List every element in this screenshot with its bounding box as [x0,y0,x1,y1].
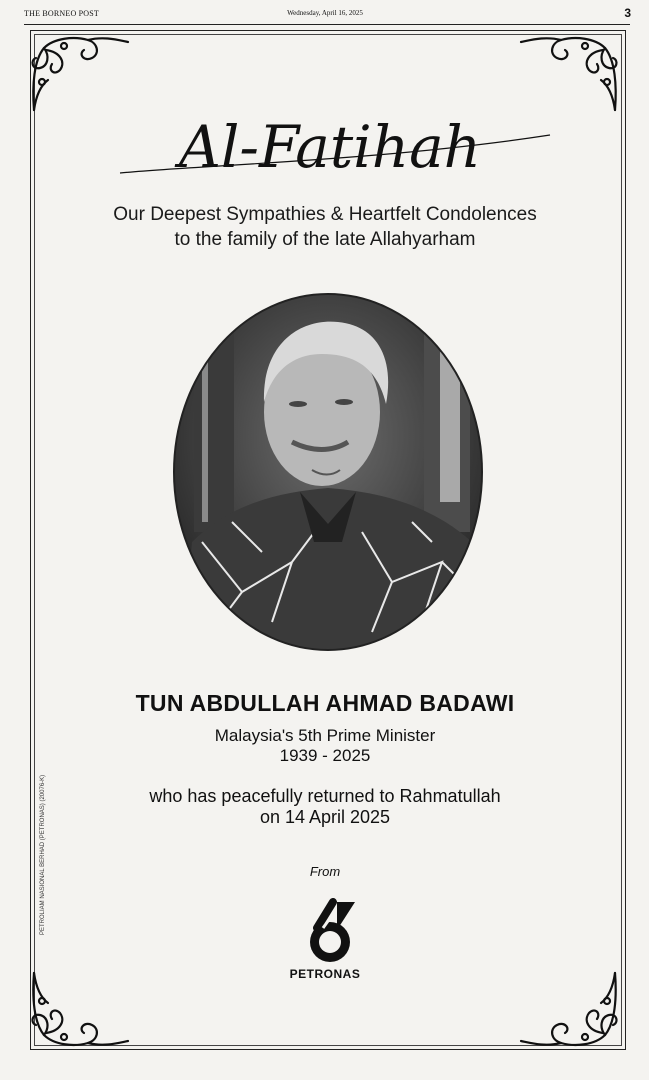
passing-message [40,786,610,828]
issue-date: Wednesday, April 16, 2025 [287,9,363,17]
newspaper-name: THE BORNEO POST [24,9,100,18]
masthead-rule [24,24,630,25]
portrait-photo [172,292,484,652]
deceased-years: 1939 - 2025 [279,746,371,765]
headline-script [80,95,580,195]
condolence-line-1: Our Deepest Sympathies & Heartfelt Condolences [113,204,537,225]
sponsor-registration: PETROLIAM NASIONAL BERHAD (PETRONAS) (20076-K) [40,774,46,935]
message-line-2: on 14 April 2025 [259,807,391,827]
petronas-logo-icon [303,898,358,968]
deceased-name: TUN ABDULLAH AHMAD BADAWI [135,690,515,716]
sponsor-name: PETRONAS [289,967,361,981]
condolence-text [40,202,610,252]
condolence-line-2: to the family of the late Allahyarham [174,229,476,250]
deceased-title: Malaysia's 5th Prime Minister [214,726,436,745]
message-line-1: who has peacefully returned to Rahmatullah [149,786,501,806]
deceased-details [40,726,610,766]
page-number: 3 [624,6,631,20]
masthead [0,6,649,24]
from-label: From [309,864,341,879]
headline-text: Al-Fatihah [178,113,482,181]
